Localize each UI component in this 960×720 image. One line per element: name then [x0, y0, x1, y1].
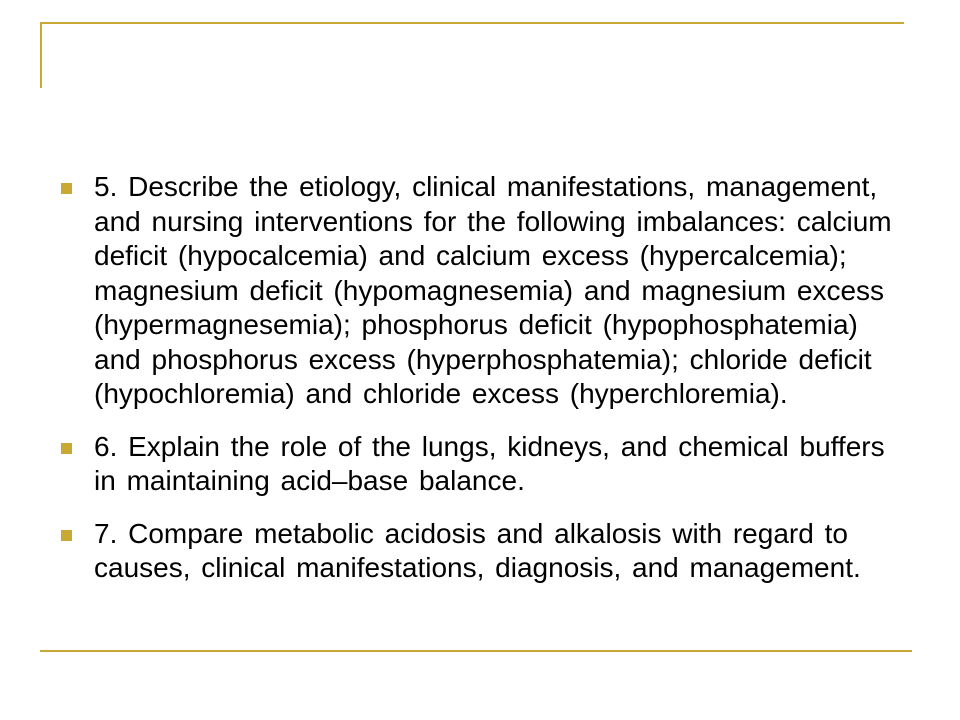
square-bullet-icon	[61, 183, 72, 194]
square-bullet-icon	[61, 530, 72, 541]
bottom-decorative-line	[40, 650, 912, 652]
list-item	[58, 170, 898, 412]
bullet-text: 6. Explain the role of the lungs, kidneys, and chemical buffers in maintaining acid–base balance.	[94, 430, 885, 496]
bullet-list	[58, 170, 898, 604]
square-bullet-icon	[61, 443, 72, 454]
list-item	[58, 430, 898, 499]
top-decorative-line	[40, 22, 904, 24]
list-item	[58, 517, 898, 586]
left-decorative-line	[40, 22, 42, 88]
bullet-text: 7. Compare metabolic acidosis and alkalosis with regard to causes, clinical manifestations, diagnosis, and management.	[94, 517, 861, 583]
bullet-text: 5. Describe the etiology, clinical manifestations, management, and nursing interventions for the following imbalances: calcium deficit (hypocalcemia) and calcium excess (hypercalcemia); magnesium deficit (hypomagnesemia) and magnesium excess (hypermagnesemia); phosphorus deficit (hypophosphatemia) and phosphorus excess (hyperphosphatemia); chloride deficit (hypochloremia) and chloride excess (hyperchloremia).	[94, 171, 892, 409]
